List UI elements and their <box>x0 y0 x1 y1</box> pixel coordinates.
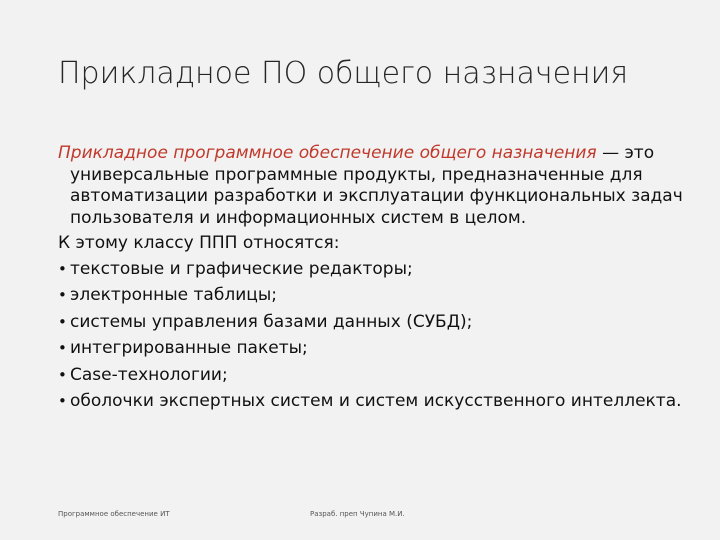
list-item: • электронные таблицы; <box>58 285 277 305</box>
list-item: • системы управления базами данных (СУБД); <box>58 311 473 332</box>
definition-term: Прикладное программное обеспечение общего назначения <box>58 143 597 163</box>
software-class-list <box>58 259 688 413</box>
footer-course: Программное обеспечение ИТ <box>58 510 170 518</box>
definition-text: — это универсальные программные продукты, предназначенные для автоматизации разработки и эксплуатации функциональных задач пользователя и информационных систем в целом. <box>70 143 683 228</box>
list-item: • интегрированные пакеты; <box>58 338 308 358</box>
definition-paragraph <box>58 143 688 229</box>
list-item: • оболочки экспертных систем и систем искусственного интеллекта. <box>58 391 682 411</box>
slide-title: Прикладное ПО общего назначения <box>58 56 629 91</box>
bullet-icon: • <box>58 286 67 304</box>
list-intro: К этому классу ППП относятся: <box>58 233 340 253</box>
bullet-icon: • <box>58 365 67 384</box>
slide-body <box>58 143 688 418</box>
bullet-icon: • <box>58 259 67 278</box>
footer-author: Разраб. преп Чупина М.И. <box>310 510 405 518</box>
list-item: • Case-технологии; <box>58 364 228 385</box>
bullet-icon: • <box>58 312 67 331</box>
list-item: • текстовые и графические редакторы; <box>58 258 413 279</box>
bullet-icon: • <box>58 392 67 410</box>
bullet-icon: • <box>58 339 67 357</box>
